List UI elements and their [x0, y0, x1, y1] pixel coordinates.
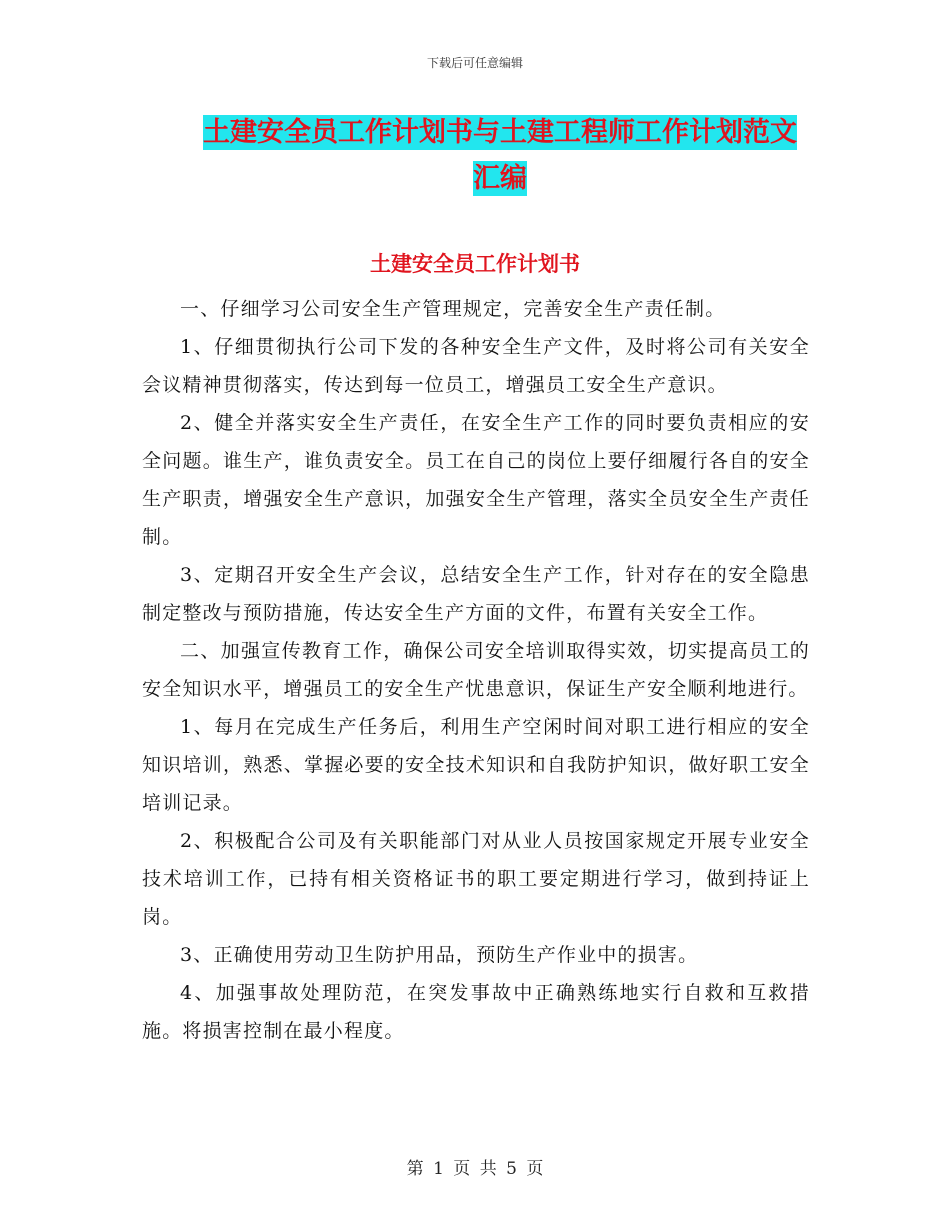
paragraph-2: 1、仔细贯彻执行公司下发的各种安全生产文件，及时将公司有关安全会议精神贯彻落实，传达到每一位员工，增强员工安全生产意识。	[142, 336, 810, 396]
paragraph-9: 4、加强事故处理防范，在突发事故中正确熟练地实行自救和互救措施。将损害控制在最小程度。	[142, 982, 810, 1042]
paragraph-8: 3、正确使用劳动卫生防护用品，预防生产作业中的损害。	[180, 944, 699, 966]
paragraph-3: 2、健全并落实安全生产责任，在安全生产工作的同时要负责相应的安全问题。谁生产，谁负责安全。员工在自己的岗位上要仔细履行各自的安全生产职责，增强安全生产意识，加强安全生产管理，落实全员安全生产责任制。	[142, 412, 810, 548]
page-footer: 第 1 页 共 5 页	[406, 1159, 544, 1179]
paragraph-4: 3、定期召开安全生产会议，总结安全生产工作，针对存在的安全隐患制定整改与预防措施，传达安全生产方面的文件，布置有关安全工作。	[142, 564, 810, 624]
header-note: 下载后可任意编辑	[426, 56, 523, 70]
paragraph-6: 1、每月在完成生产任务后，利用生产空闲时间对职工进行相应的安全知识培训，熟悉、掌握必要的安全技术知识和自我防护知识，做好职工安全培训记录。	[142, 716, 810, 814]
paragraph-7: 2、积极配合公司及有关职能部门对从业人员按国家规定开展专业安全技术培训工作，已持有相关资格证书的职工要定期进行学习，做到持证上岗。	[142, 830, 810, 928]
section-title: 土建安全员工作计划书	[370, 252, 580, 276]
document-body	[142, 290, 810, 1050]
paragraph-1: 一、仔细学习公司安全生产管理规定，完善安全生产责任制。	[180, 298, 726, 320]
document-title-text: 土建安全员工作计划书与土建工程师工作计划范文汇编	[203, 117, 797, 194]
paragraph-5: 二、加强宣传教育工作，确保公司安全培训取得实效，切实提高员工的安全知识水平，增强员工的安全生产忧患意识，保证生产安全顺利地进行。	[142, 640, 810, 700]
document-title	[190, 110, 810, 202]
